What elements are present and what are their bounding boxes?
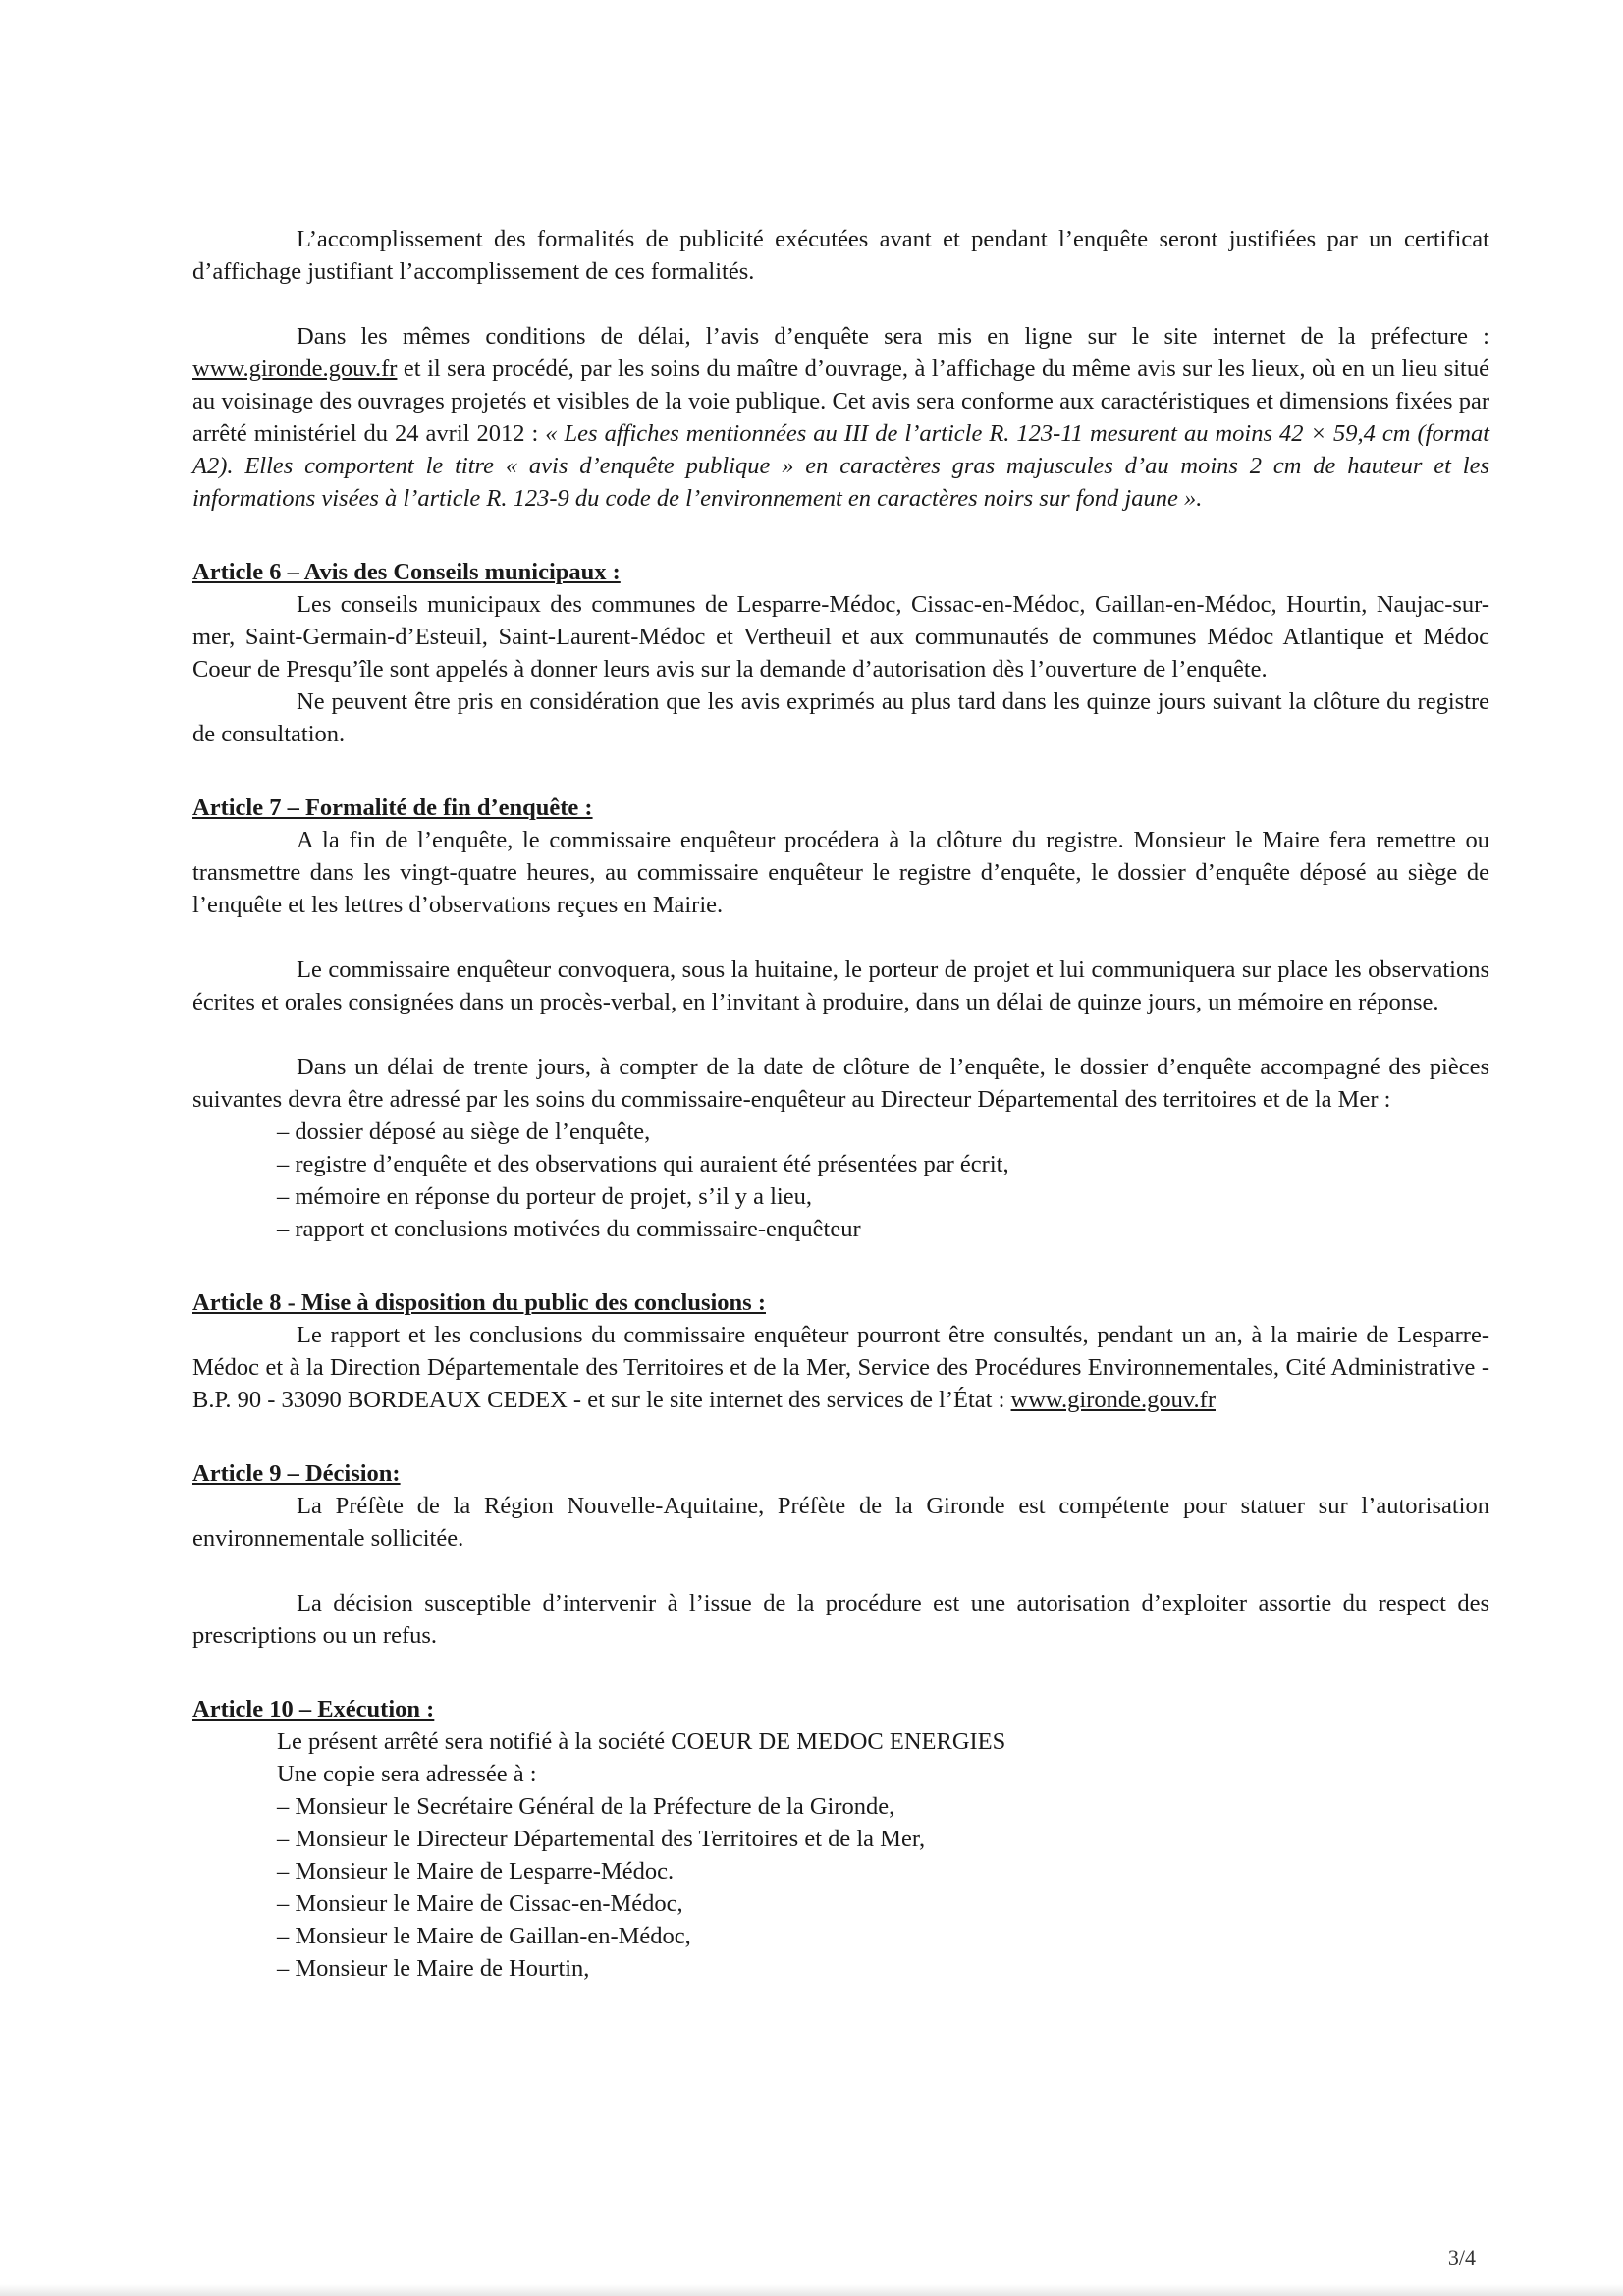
- list-item: – mémoire en réponse du porteur de projet, s’il y a lieu,: [277, 1183, 812, 1210]
- article-7-paragraph-3: Dans un délai de trente jours, à compter de la date de clôture de l’enquête, le dossier d’enquête accompagné des pièces suivantes devra être adressé par les soins du commissaire-enquêteur au Directeur Départemental des territoires et de la Mer :: [192, 1054, 1489, 1113]
- services-website-link[interactable]: www.gironde.gouv.fr: [1010, 1387, 1216, 1413]
- intro-paragraph-2-middle: et il sera procédé, par les soins du maître d’ouvrage, à l’affichage du même avis sur les lieux, où en un lieu situé au voisinage des ouvrages projetés et visibles de la voie publique. Cet avis sera conforme aux caractéristiques et dimensions fixées par arrêté ministériel du 24 avril 2012 :: [192, 355, 1489, 447]
- page-number: 3/4: [1447, 2245, 1476, 2269]
- article-7-heading: Article 7 – Formalité de fin d’enquête :: [192, 794, 593, 821]
- list-item: – dossier déposé au siège de l’enquête,: [277, 1119, 651, 1145]
- list-item: – Monsieur le Maire de Gaillan-en-Médoc,: [277, 1923, 691, 1949]
- list-item: – Monsieur le Directeur Départemental des Territoires et de la Mer,: [277, 1826, 926, 1852]
- article-8-heading: Article 8 - Mise à disposition du public des conclusions :: [192, 1289, 766, 1316]
- article-6-heading: Article 6 – Avis des Conseils municipaux :: [192, 559, 621, 585]
- article-10-recipient-list: [192, 1790, 1489, 1985]
- article-10-heading: Article 10 – Exécution :: [192, 1696, 435, 1722]
- intro-paragraph-1: L’accomplissement des formalités de publicité exécutées avant et pendant l’enquête seront justifiées par un certificat d’affichage justifiant l’accomplissement de ces formalités.: [192, 226, 1489, 285]
- list-item: – Monsieur le Maire de Cissac-en-Médoc,: [277, 1890, 683, 1917]
- intro-paragraph-2: [192, 320, 1489, 515]
- prefecture-website-link[interactable]: www.gironde.gouv.fr: [192, 355, 398, 382]
- article-6-paragraph-1: Les conseils municipaux des communes de Lesparre-Médoc, Cissac-en-Médoc, Gaillan-en-Médoc, Hourtin, Naujac-sur-mer, Saint-Germain-d’Esteuil, Saint-Laurent-Médoc et Vertheuil et aux communautés de communes Médoc Atlantique et Médoc Coeur de Presqu’île sont appelés à donner leurs avis sur la demande d’autorisation dès l’ouverture de l’enquête.: [192, 591, 1489, 683]
- article-7-paragraph-2: Le commissaire enquêteur convoquera, sous la huitaine, le porteur de projet et lui communiquera sur place les observations écrites et orales consignées dans un procès-verbal, en l’invitant à produire, dans un délai de quinze jours, un mémoire en réponse.: [192, 957, 1489, 1015]
- scan-bottom-edge: [0, 2284, 1623, 2296]
- intro-paragraph-2-start: Dans les mêmes conditions de délai, l’avis d’enquête sera mis en ligne sur le site internet de la préfecture :: [297, 323, 1489, 350]
- article-8-paragraph-1: [192, 1319, 1489, 1416]
- article-9-paragraph-2: La décision susceptible d’intervenir à l’issue de la procédure est une autorisation d’exploiter assortie du respect des prescriptions ou un refus.: [192, 1590, 1489, 1649]
- article-10-paragraph-1: Le présent arrêté sera notifié à la société COEUR DE MEDOC ENERGIES: [277, 1728, 1006, 1755]
- article-7-paragraph-1: A la fin de l’enquête, le commissaire enquêteur procédera à la clôture du registre. Monsieur le Maire fera remettre ou transmettre dans les vingt-quatre heures, au commissaire enquêteur le registre d’enquête, le dossier d’enquête déposé au siège de l’enquête et les lettres d’observations reçues en Mairie.: [192, 827, 1489, 918]
- list-item: – Monsieur le Maire de Lesparre-Médoc.: [277, 1858, 675, 1885]
- article-9-heading: Article 9 – Décision:: [192, 1460, 401, 1487]
- list-item: – rapport et conclusions motivées du commissaire-enquêteur: [277, 1216, 861, 1242]
- list-item: – Monsieur le Secrétaire Général de la Préfecture de la Gironde,: [277, 1793, 895, 1820]
- article-6-paragraph-2: Ne peuvent être pris en considération que les avis exprimés au plus tard dans les quinze jours suivant la clôture du registre de consultation.: [192, 688, 1489, 747]
- article-9-paragraph-1: La Préfète de la Région Nouvelle-Aquitaine, Préfète de la Gironde est compétente pour statuer sur l’autorisation environnementale sollicitée.: [192, 1493, 1489, 1552]
- intro-paragraph-2-quote: « Les affiches mentionnées au III de l’article R. 123-11 mesurent au moins 42 × 59,4 cm (format A2). Elles comportent le titre « avis d’enquête publique » en caractères gras majuscules d’au moins 2 cm de hauteur et les informations visées à l’article R. 123-9 du code de l’environnement en caractères noirs sur fond jaune ».: [192, 420, 1489, 512]
- article-7-document-list: [192, 1116, 1489, 1245]
- article-8-paragraph-1-text: Le rapport et les conclusions du commissaire enquêteur pourront être consultés, pendant un an, à la mairie de Lesparre-Médoc et à la Direction Départementale des Territoires et de la Mer, Service des Procédures Environnementales, Cité Administrative - B.P. 90 - 33090 BORDEAUX CEDEX - et sur le site internet des services de l’État :: [192, 1322, 1489, 1413]
- article-10-paragraph-2: Une copie sera adressée à :: [277, 1761, 537, 1787]
- list-item: – registre d’enquête et des observations qui auraient été présentées par écrit,: [277, 1151, 1009, 1177]
- list-item: – Monsieur le Maire de Hourtin,: [277, 1955, 590, 1982]
